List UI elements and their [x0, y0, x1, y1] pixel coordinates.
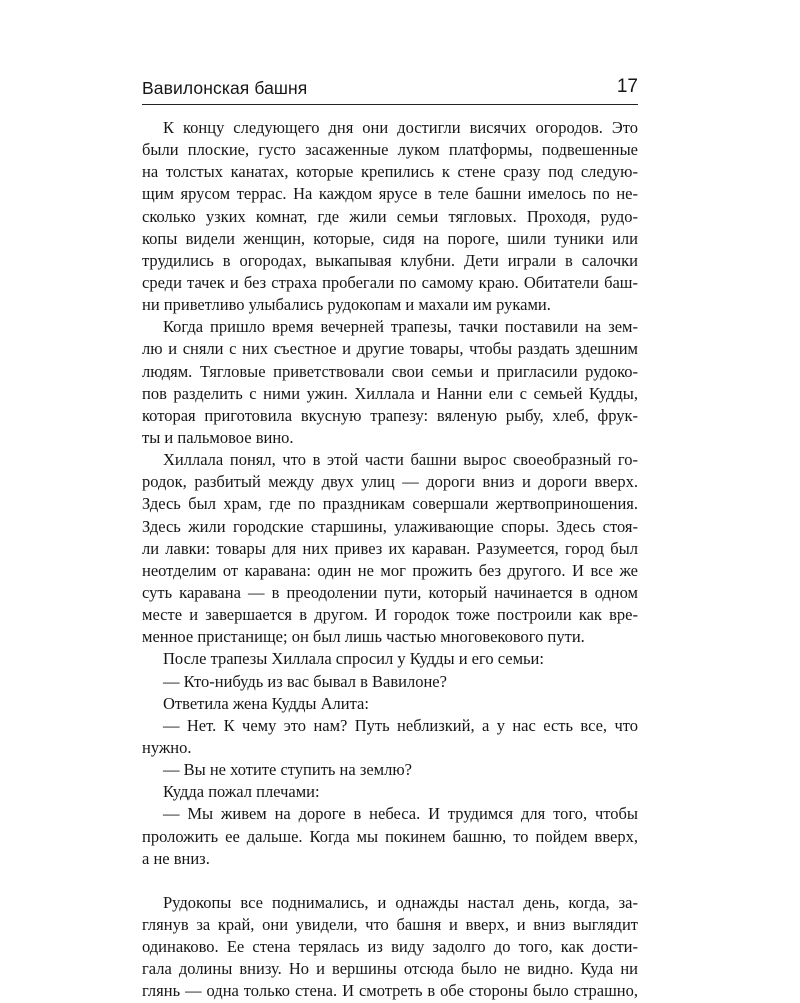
text-line: Рудокопы все поднимались, и однажды настал день, когда, за- — [163, 892, 638, 912]
text-line: на толстых канатах, которые крепились к стене сразу под следую- — [142, 162, 638, 182]
text-line: глянув за край, они увидели, что башня и вверх, и вниз выглядит — [142, 915, 638, 935]
page-number: 17 — [616, 76, 638, 97]
section-break — [142, 870, 638, 892]
running-header — [142, 74, 638, 105]
text-line: среди тачек и без страха пробегали по самому краю. Обитатели баш- — [142, 272, 638, 292]
text-line: родок, разбитый между двух улиц — дороги вниз и дороги вверх. — [142, 472, 638, 492]
text-line: людям. Тягловые приветствовали свои семьи и пригласили рудоко- — [142, 361, 638, 381]
text-line: были плоские, густо засаженные луком платформы, подвешенные — [142, 140, 638, 160]
text-line: Когда пришло время вечерней трапезы, тачки поставили на зем- — [163, 317, 638, 337]
text-line: ли лавки: товары для них привез их караван. Разумеется, город был — [142, 538, 638, 558]
dialogue-line: — Мы живем на дороге в небеса. И трудимся для того, чтобы — [163, 804, 638, 824]
text-line: гала долины внизу. Но и вершины отсюда было не видно. Куда ни — [142, 959, 638, 979]
text-line: трудились в огородах, выкапывая клубни. Дети играли в салочки — [142, 250, 638, 270]
text-line: лю и сняли с них съестное и другие товары, чтобы раздать здешним — [142, 339, 638, 359]
text-line: пов разделить с ними ужин. Хиллала и Нанни ели с семьей Кудды, — [142, 383, 638, 403]
text-line: одинаково. Ее стена терялась из виду задолго до того, как дости- — [142, 937, 638, 957]
text-line: неотделим от каравана: один не мог прожить без другого. И все же — [142, 560, 638, 580]
text-line: которая приготовила вкусную трапезу: вяленую рыбу, хлеб, фрук- — [142, 405, 638, 425]
text-line: После трапезы Хиллала спросил у Кудды и его семьи: — [163, 649, 544, 669]
text-line: проложить ее дальше. Когда мы покинем башню, то пойдем вверх, — [142, 826, 638, 846]
text-line: К концу следующего дня они достигли висячих огородов. Это — [163, 118, 638, 137]
running-title: Вавилонская башня — [142, 78, 308, 98]
text-line: Кудда пожал плечами: — [163, 782, 320, 802]
text-line: суть каравана — в преодолении пути, который начинается в одном — [142, 582, 638, 602]
text-line: ни приветливо улыбались рудокопам и махали им руками. — [142, 295, 551, 315]
text-line: Хиллала понял, что в этой части башни вырос своеобразный го- — [163, 450, 638, 470]
text-line: Ответила жена Кудды Алита: — [163, 693, 369, 713]
text-line: ты и пальмовое вино. — [142, 427, 294, 447]
text-line: менное пристанище; он был лишь частью многовекового пути. — [142, 627, 585, 647]
text-line: Здесь был храм, где по праздникам совершали жертвоприношения. — [142, 494, 638, 514]
text-line: копы видели женщин, которые, сидя на пороге, шили туники или — [142, 228, 638, 248]
text-line: глянь — одна только стена. И смотреть в обе стороны было страшно, — [142, 981, 638, 1001]
text-line: сколько узких комнат, где жили семьи тягловых. Проходя, рудо- — [142, 206, 638, 226]
text-line: месте и завершается в другом. И городок тоже построили как вре- — [142, 605, 638, 625]
text-line: а не вниз. — [142, 848, 210, 868]
dialogue-line: — Вы не хотите ступить на землю? — [163, 760, 413, 780]
dialogue-line: — Кто-нибудь из вас бывал в Вавилоне? — [163, 671, 447, 691]
text-line: нужно. — [142, 737, 192, 757]
dialogue-line: — Нет. К чему это нам? Путь неблизкий, а у нас есть все, что — [163, 715, 638, 735]
text-line: Здесь жили городские старшины, улаживающие споры. Здесь стоя- — [142, 516, 638, 536]
text-line: щим ярусом террас. На каждом ярусе в теле башни имелось по не- — [142, 184, 638, 204]
body-text — [142, 117, 638, 1003]
